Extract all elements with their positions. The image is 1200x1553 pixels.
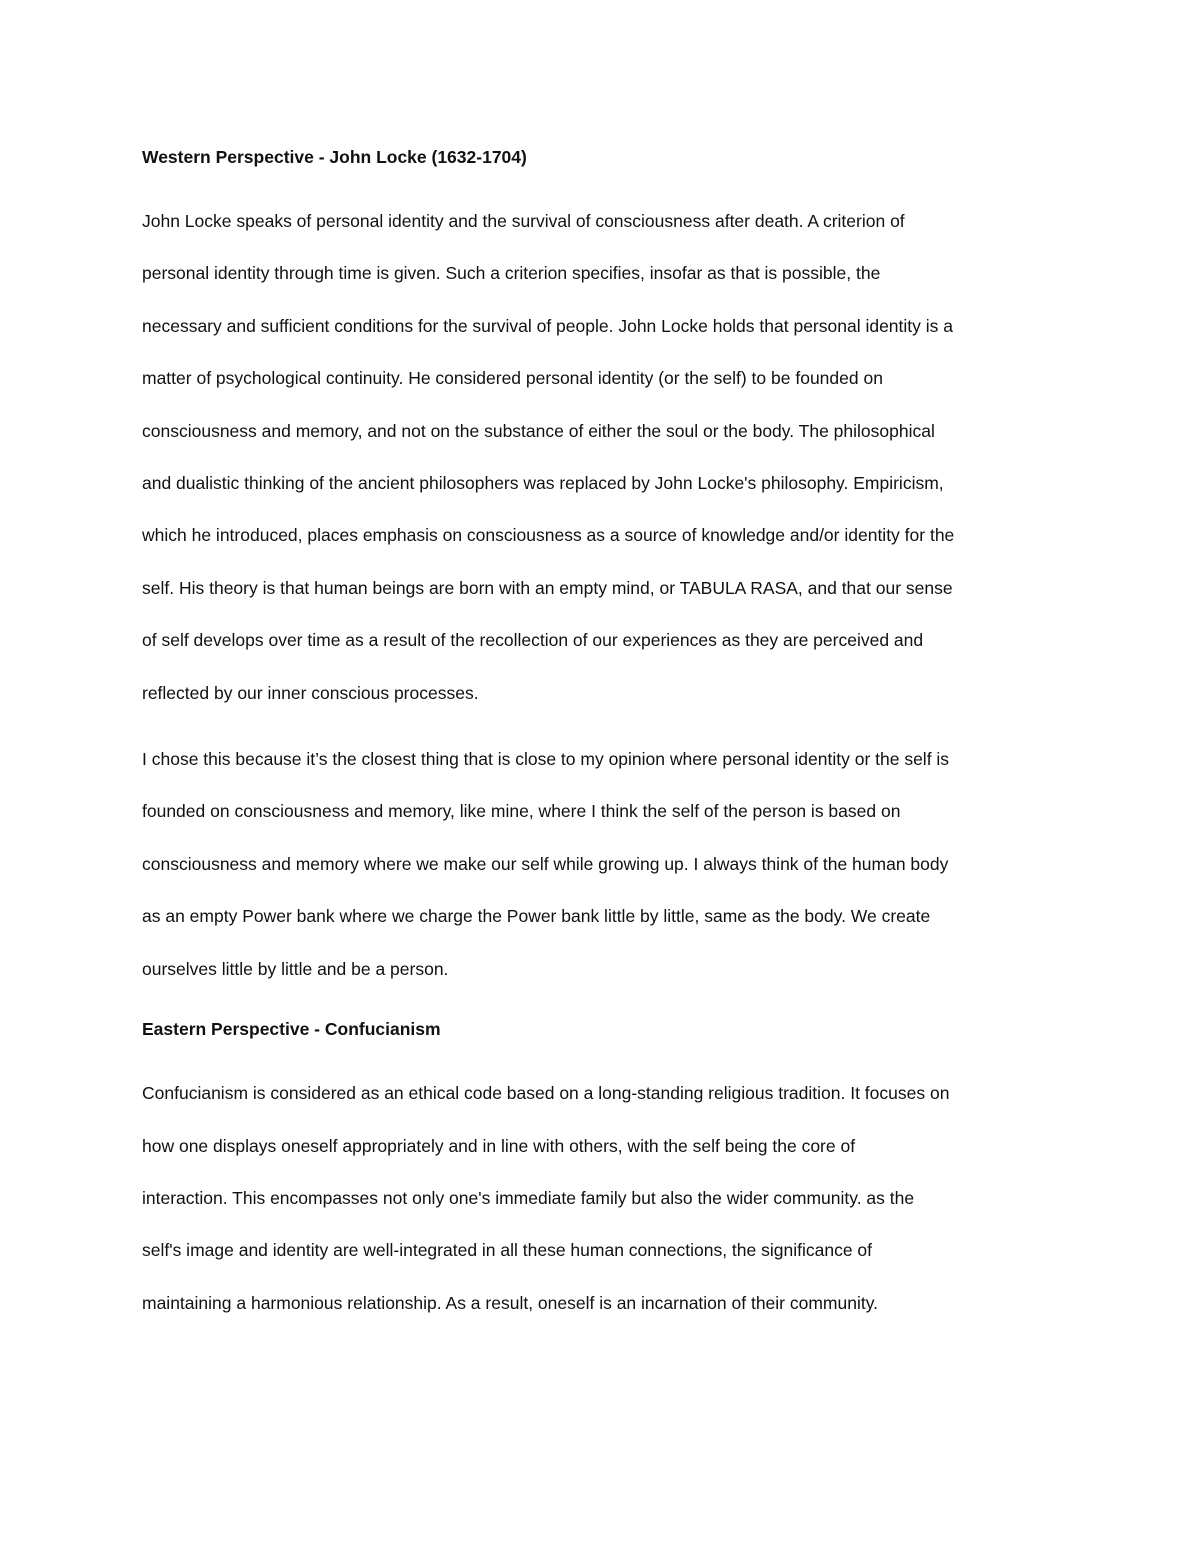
text-line: consciousness and memory, and not on the substance of either the soul or the body. The philosophical bbox=[142, 420, 935, 441]
text-line: ourselves little by little and be a person. bbox=[142, 958, 449, 979]
document-body bbox=[142, 137, 1072, 1329]
text-line: maintaining a harmonious relationship. As a result, oneself is an incarnation of their community. bbox=[142, 1292, 879, 1313]
text-line: how one displays oneself appropriately and in line with others, with the self being the core of bbox=[142, 1135, 856, 1156]
text-line: reflected by our inner conscious processes. bbox=[142, 682, 479, 703]
text-line: self. His theory is that human beings are born with an empty mind, or TABULA RASA, and that our sense bbox=[142, 577, 953, 598]
text-line: matter of psychological continuity. He considered personal identity (or the self) to be founded on bbox=[142, 368, 883, 389]
text-line: John Locke speaks of personal identity and the survival of consciousness after death. A criterion of bbox=[142, 211, 905, 231]
paragraph-personal-opinion bbox=[142, 733, 1072, 995]
text-line: which he introduced, places emphasis on consciousness as a source of knowledge and/or identity for the bbox=[142, 525, 955, 546]
text-line: personal identity through time is given. Such a criterion specifies, insofar as that is possible, the bbox=[142, 263, 881, 284]
text-line: founded on consciousness and memory, like mine, where I think the self of the person is based on bbox=[142, 801, 901, 822]
section-heading-eastern: Eastern Perspective - Confucianism bbox=[142, 1019, 441, 1040]
section-heading-western: Western Perspective - John Locke (1632-1704) bbox=[142, 147, 527, 167]
paragraph-locke-summary bbox=[142, 195, 1072, 719]
text-line: interaction. This encompasses not only one's immediate family but also the wider community. as the bbox=[142, 1187, 915, 1208]
text-line: consciousness and memory where we make our self while growing up. I always think of the human body bbox=[142, 853, 949, 874]
paragraph-confucianism bbox=[142, 1067, 1072, 1329]
text-line: necessary and sufficient conditions for the survival of people. John Locke holds that personal identity is a bbox=[142, 315, 953, 336]
text-line: Confucianism is considered as an ethical code based on a long-standing religious tradition. It focuses on bbox=[142, 1083, 950, 1104]
text-line: and dualistic thinking of the ancient philosophers was replaced by John Locke's philosophy. Empiricism, bbox=[142, 473, 944, 494]
text-line: I chose this because it’s the closest thing that is close to my opinion where personal identity or the self is bbox=[142, 749, 950, 770]
text-line: self's image and identity are well-integrated in all these human connections, the significance of bbox=[142, 1240, 873, 1261]
text-line: as an empty Power bank where we charge the Power bank little by little, same as the body. We create bbox=[142, 906, 931, 927]
text-line: of self develops over time as a result of the recollection of our experiences as they are perceived and bbox=[142, 630, 924, 651]
